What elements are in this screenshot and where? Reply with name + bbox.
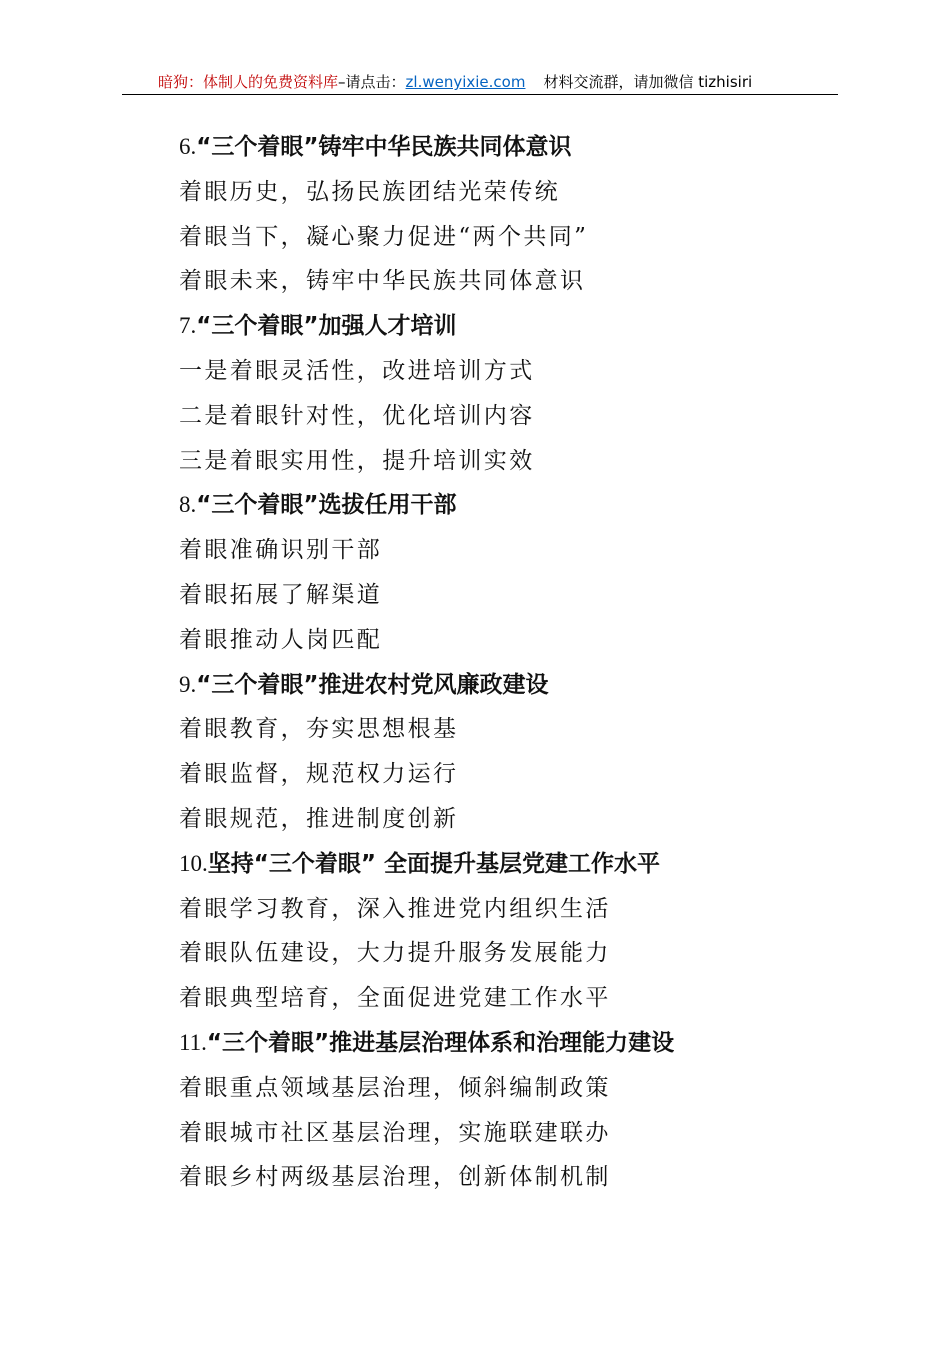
list-item: 三是着眼实用性，提升培训实效 (179, 447, 535, 474)
section-heading (179, 663, 879, 708)
section-title: 坚持“三个着眼” 全面提升基层党建工作水平 (207, 850, 660, 877)
list-item: 着眼准确识别干部 (179, 537, 383, 564)
section-number: 10. (179, 850, 208, 876)
section-title: “三个着眼”推进基层治理体系和治理能力建设 (206, 1029, 675, 1056)
page-header (122, 70, 838, 95)
header-url-link[interactable]: zl.wenyixie.com (405, 73, 526, 91)
list-item: 着眼当下，凝心聚力促进“两个共同” (179, 223, 589, 250)
list-item: 着眼乡村两级基层治理，创新体制机制 (179, 1164, 611, 1191)
list-item: 着眼未来，铸牢中华民族共同体意识 (179, 268, 586, 295)
document-body (179, 125, 879, 1200)
list-item: 着眼城市社区基层治理，实施联建联办 (179, 1119, 611, 1146)
list-item: 着眼教育，夯实思想根基 (179, 716, 459, 743)
section-title: “三个着眼”铸牢中华民族共同体意识 (196, 134, 572, 160)
header-group-text: 材料交流群，请加微信 tizhisiri (543, 73, 753, 91)
section-heading (179, 842, 879, 887)
list-item: 着眼推动人岗匹配 (179, 626, 383, 653)
section-title: “三个着眼”加强人才培训 (196, 313, 457, 340)
header-click-prompt: –请点击： (338, 73, 406, 91)
section-title: “三个着眼”推进农村党风廉政建设 (196, 671, 549, 698)
section-title: “三个着眼”选拔任用干部 (196, 492, 457, 519)
section-heading (179, 125, 879, 170)
section-number: 7. (179, 313, 197, 339)
list-item: 着眼拓展了解渠道 (179, 581, 383, 608)
list-item: 二是着眼针对性，优化培训内容 (179, 402, 535, 429)
list-item: 着眼重点领域基层治理，倾斜编制政策 (179, 1074, 611, 1101)
list-item: 着眼历史，弘扬民族团结光荣传统 (179, 178, 560, 205)
section-heading (179, 483, 879, 528)
section-heading (179, 1021, 879, 1066)
list-item: 着眼典型培育，全面促进党建工作水平 (179, 985, 611, 1012)
section-number: 6. (179, 134, 197, 159)
header-text (158, 71, 752, 92)
list-item: 一是着眼灵活性，改进培训方式 (179, 357, 535, 384)
section-number: 9. (179, 671, 197, 697)
list-item: 着眼队伍建设，大力提升服务发展能力 (179, 940, 611, 967)
section-heading (179, 304, 879, 349)
list-item: 着眼规范，推进制度创新 (179, 805, 459, 832)
section-number: 8. (179, 492, 197, 518)
header-brand: 暗狗：体制人的免费资料库 (158, 73, 339, 91)
section-number: 11. (179, 1029, 207, 1055)
list-item: 着眼监督，规范权力运行 (179, 761, 459, 788)
list-item: 着眼学习教育，深入推进党内组织生活 (179, 895, 611, 922)
